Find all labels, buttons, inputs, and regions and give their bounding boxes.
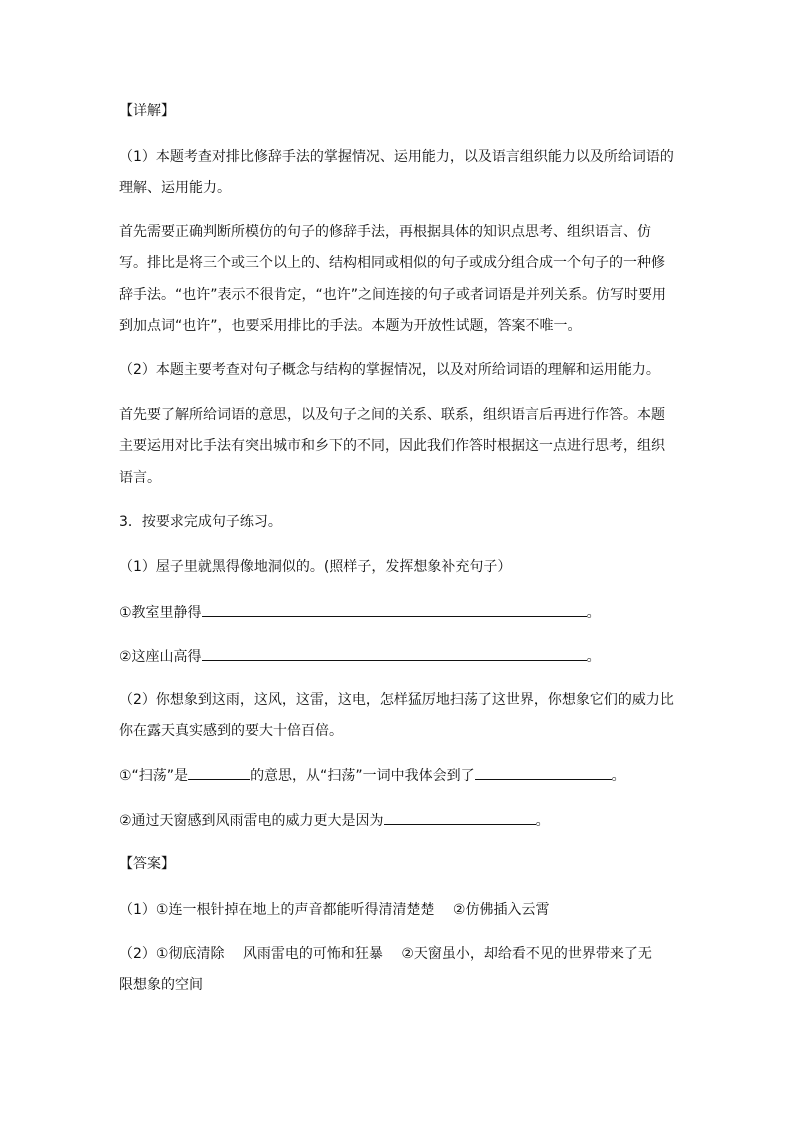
question-part-2-line-2: 你在露天真实感到的要大十倍百倍。 — [119, 723, 343, 739]
question-item-3 — [119, 767, 626, 785]
question-item-2 — [119, 648, 601, 666]
detail-paragraph-2-line-4: 到加点词“也许”，也要采用排比的手法。本题为开放性试题，答案不唯一。 — [119, 318, 582, 334]
answer-line-1: （1）①连一根针掉在地上的声音都能听得清清楚楚 ②仿佛插入云霄 — [119, 902, 550, 918]
detail-paragraph-3-line-1: （2）本题主要考查对句子概念与结构的掌握情况，以及对所给词语的理解和运用能力。 — [119, 362, 660, 378]
answer-line-2: （2）①彻底清除 风雨雷电的可怖和狂暴 ②天窗虽小，却给看不见的世界带来了无 — [119, 946, 652, 962]
detail-paragraph-2-line-3: 辞手法。“也许”表示不很肯定，“也许”之间连接的句子或者词语是并列关系。仿写时要用 — [119, 287, 667, 303]
answer-blank-3[interactable] — [188, 767, 250, 780]
answer-blank-1[interactable] — [202, 604, 587, 617]
question-item-4 — [119, 812, 550, 830]
question-item-4-end: 。 — [535, 813, 550, 829]
answer-heading: 【答案】 — [119, 856, 175, 872]
question-item-3-middle: 的意思，从“扫荡”一词中我体会到了 — [250, 768, 475, 784]
detail-paragraph-4-line-3: 语言。 — [119, 470, 161, 486]
question-part-1-prompt: （1）屋子里就黑得像地洞似的。(照样子，发挥想象补充句子） — [119, 559, 512, 575]
question-item-3-prefix: ①“扫荡”是 — [119, 768, 189, 784]
detail-paragraph-1-line-2: 理解、运用能力。 — [119, 180, 231, 196]
question-item-1-end: 。 — [586, 605, 601, 621]
detail-heading: 【详解】 — [119, 103, 175, 119]
question-item-4-label: ②通过天窗感到风雨雷电的威力更大是因为 — [119, 813, 384, 829]
answer-line-3: 限想象的空间 — [119, 977, 203, 993]
question-item-1 — [119, 604, 601, 622]
detail-paragraph-4-line-2: 主要运用对比手法有突出城市和乡下的不同，因此我们作答时根据这一点进行思考，组织 — [119, 438, 665, 454]
detail-paragraph-2-line-1: 首先需要正确判断所模仿的句子的修辞手法，再根据具体的知识点思考、组织语言、仿 — [119, 224, 651, 240]
question-item-2-end: 。 — [586, 649, 601, 665]
question-part-2-line-1: （2）你想象到这雨，这风，这雷，这电，怎样猛厉地扫荡了这世界，你想象它们的威力比 — [119, 692, 674, 708]
answer-blank-2[interactable] — [202, 648, 587, 661]
answer-blank-4[interactable] — [475, 767, 612, 780]
question-item-1-label: ①教室里静得 — [119, 605, 202, 621]
answer-blank-5[interactable] — [384, 812, 536, 825]
question-item-3-end: 。 — [611, 768, 626, 784]
question-item-2-label: ②这座山高得 — [119, 649, 202, 665]
question-title: 3．按要求完成句子练习。 — [119, 514, 282, 530]
detail-paragraph-2-line-2: 写。排比是将三个或三个以上的、结构相同或相似的句子或成分组合成一个句子的一种修 — [119, 255, 665, 271]
detail-paragraph-1-line-1: （1）本题考查对排比修辞手法的掌握情况、运用能力，以及语言组织能力以及所给词语的 — [119, 149, 674, 165]
detail-paragraph-4-line-1: 首先要了解所给词语的意思，以及句子之间的关系、联系，组织语言后再进行作答。本题 — [119, 407, 665, 423]
